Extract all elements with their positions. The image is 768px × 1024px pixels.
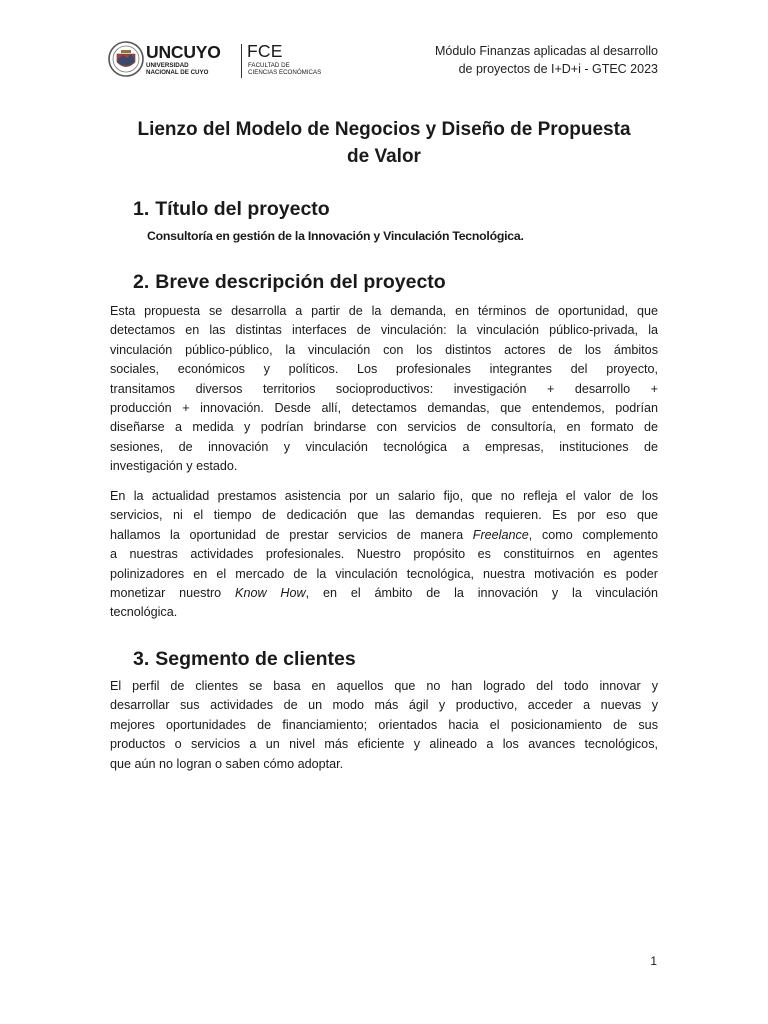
paragraph-line: En la actualidad prestamos asistencia por un salario fijo, que no refleja el valor de los [110,489,658,503]
description-paragraph-2 [110,487,658,623]
section-heading-descripcion [133,271,446,294]
section-number: 1. [133,198,150,220]
paragraph-line: detectamos en las distintas interfaces de vinculación: la vinculación público-privada, la [110,323,658,338]
text-run: monetizar nuestro [110,586,236,601]
paragraph-line [110,584,658,603]
module-header-text [435,42,658,78]
page-header [108,38,658,84]
fce-logo-text: FCE [247,41,283,61]
section-heading-titulo [133,198,330,221]
text-run: hallamos la oportunidad de prestar servicios de manera [110,527,473,542]
paragraph-line: mejores oportunidades de financiamiento; orientados hacia el posicionamiento de sus [110,717,658,732]
uncuyo-logo-subtitle [146,62,208,76]
title-line-1: Lienzo del Modelo de Negocios y Diseño de Propuesta [137,119,631,140]
paragraph-line: a nuestras actividades profesionales. Nuestro propósito es constituirnos en agentes [110,547,658,562]
uncuyo-sub-line-1: UNIVERSIDAD [146,62,189,69]
italic-term-freelance: Freelance [472,527,529,542]
section-number: 3. [133,648,150,670]
paragraph-line: desarrollar sus actividades de un modo más ágil y productivo, acceder a nuevas y [110,698,658,713]
logo-divider [241,44,242,78]
paragraph-line: sesiones, de innovación y vinculación tecnológica a empresas, instituciones de [110,439,658,454]
paragraph-line: transitamos diversos territorios socioproductivos: investigación + desarrollo + [110,381,658,396]
section-title: Título del proyecto [155,198,330,220]
fce-sub-line-2: CIENCIAS ECONÓMICAS [248,69,322,76]
module-line-2: de proyectos de I+D+i - GTEC 2023 [458,62,658,76]
uncuyo-sub-line-2: NACIONAL DE CUYO [146,69,209,76]
description-paragraph-1 [110,302,658,477]
section-heading-clientes [133,648,356,671]
paragraph-line: producción + innovación. Desde allí, detectamos demandas, que entendemos, podrían [110,401,658,416]
paragraph-line: que aún no logran o saben cómo adoptar. [110,756,344,771]
fce-logo-subtitle [248,62,321,76]
document-title [110,116,658,170]
module-line-1: Módulo Finanzas aplicadas al desarrollo [434,44,658,58]
paragraph-line: Esta propuesta se desarrolla a partir de la demanda, en términos de oportunidad, que [110,304,658,318]
paragraph-line: investigación y estado. [110,459,238,474]
italic-term-know-how: Know How [235,586,306,601]
paragraph-line: sociales, económicos y políticos. Los profesionales integrantes del proyecto, [110,362,658,377]
project-title-text: Consultoría en gestión de la Innovación y Vinculación Tecnológica. [147,229,524,243]
paragraph-line: tecnológica. [110,605,178,620]
uncuyo-logo-text: UNCUYO [146,42,221,62]
paragraph-line [110,526,658,545]
section-title: Segmento de clientes [155,648,356,670]
clients-paragraph [110,677,658,774]
paragraph-line: vinculación público-público, la vinculación con los distintos actores de los ámbitos [110,342,658,357]
text-run: , como complemento [528,527,658,542]
text-run: , en el ámbito de la innovación y la vinculación [305,586,658,601]
fce-sub-line-1: FACULTAD DE [248,62,290,69]
paragraph-line: polinizadores en el mercado de la vinculación tecnológica, nuestra motivación es poder [110,566,658,581]
title-line-2: de Valor [347,146,421,167]
paragraph-line: El perfil de clientes se basa en aquellos que no han logrado del todo innovar y [110,679,658,693]
section-number: 2. [133,271,150,293]
section-title: Breve descripción del proyecto [155,271,446,293]
page-number: 1 [650,954,657,968]
paragraph-line: servicios, ni el tiempo de dedicación que las demandas requieren. Es por eso que [110,508,658,523]
university-seal-icon [108,40,144,78]
paragraph-line: productos o servicios a un nivel más eficiente y alineado a los avances tecnológicos, [110,737,658,752]
university-logo [108,40,338,80]
paragraph-line: diseñarse a medida y podrían brindarse con servicios de consultoría, en formato de [110,420,658,435]
